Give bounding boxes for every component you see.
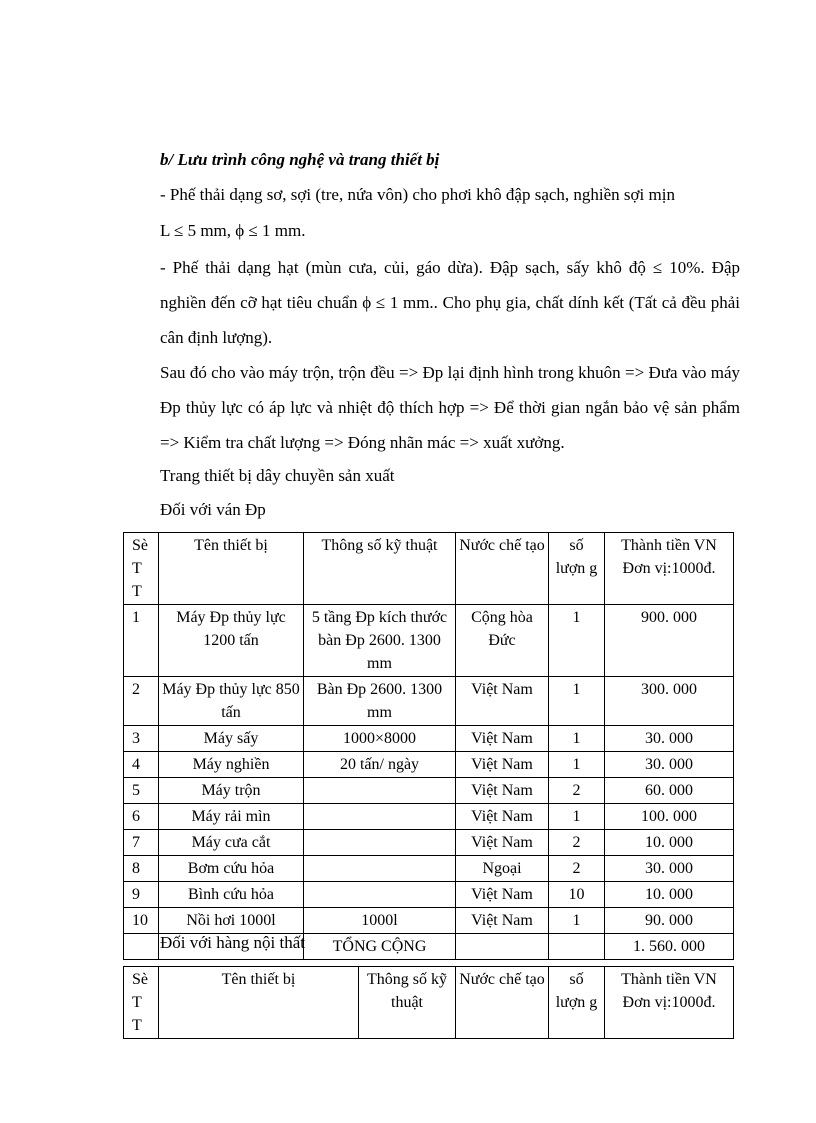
table-row: 8 Bơm cứu hỏa Ngoại 2 30. 000 xyxy=(124,856,734,882)
paragraph-1-line-2: L ≤ 5 mm, ϕ ≤ 1 mm. xyxy=(160,221,306,240)
table-row: 1 Máy Đp thủy lực 1200 tấn 5 tầng Đp kích thước bàn Đp 2600. 1300 mm Cộng hòa Đức 1 900. 000 xyxy=(124,605,734,677)
table-row: 3 Máy sấy 1000×8000 Việt Nam 1 30. 000 xyxy=(124,726,734,752)
header-name: Tên thiết bị xyxy=(159,533,304,605)
table-header-row xyxy=(124,533,734,605)
equipment-table-panels xyxy=(123,532,734,960)
header-qty: số lượn g xyxy=(549,967,605,1039)
header-qty: số lượn g xyxy=(549,533,605,605)
header-stt: Sè T T xyxy=(124,533,159,605)
total-amount: 1. 560. 000 xyxy=(605,934,734,960)
table-header-row xyxy=(124,967,734,1039)
header-spec: Thông số kỹ thuật xyxy=(359,967,456,1039)
table-row: 4 Máy nghiền 20 tấn/ ngày Việt Nam 1 30. 000 xyxy=(124,752,734,778)
table-row: 5 Máy trộn Việt Nam 2 60. 000 xyxy=(124,778,734,804)
table-row: 7 Máy cưa cắt Việt Nam 2 10. 000 xyxy=(124,830,734,856)
table-row: 10 Nồi hơi 1000l 1000l Việt Nam 1 90. 000 xyxy=(124,908,734,934)
table-row: 6 Máy rải mìn Việt Nam 1 100. 000 xyxy=(124,804,734,830)
header-stt: Sè T T xyxy=(124,967,159,1039)
paragraph-1-line-1: - Phế thải dạng sơ, sợi (tre, nứa vôn) cho phơi khô đập sạch, nghiền sợi mịn xyxy=(160,185,675,204)
header-origin: Nước chế tạo xyxy=(456,967,549,1039)
table-row: 9 Bình cứu hỏa Việt Nam 10 10. 000 xyxy=(124,882,734,908)
header-amount: Thành tiền VN Đơn vị:1000đ. xyxy=(605,967,734,1039)
table1-caption: Đối với ván Đp xyxy=(160,500,266,519)
section-heading: b/ Lưu trình công nghệ và trang thiết bị xyxy=(160,150,440,169)
paragraph-2: - Phế thải dạng hạt (mùn cưa, củi, gáo dừa). Đập sạch, sấy khô độ ≤ 10%. Đập nghiền đến cỡ hạt tiêu chuẩn ϕ ≤ 1 mm.. Cho phụ gia, chất dính kết (Tất cả đều phải cân định lượng). xyxy=(160,258,740,347)
header-spec: Thông số kỹ thuật xyxy=(304,533,456,605)
table-row: 2 Máy Đp thủy lực 850 tấn Bàn Đp 2600. 1300 mm Việt Nam 1 300. 000 xyxy=(124,677,734,726)
paragraph-3: Sau đó cho vào máy trộn, trộn đều => Đp lại định hình trong khuôn => Đưa vào máy Đp thủy lực có áp lực và nhiệt độ thích hợp => Để thời gian ngắn bảo vệ sản phẩm => Kiểm tra chất lượng => Đóng nhãn mác => xuất xưởng. xyxy=(160,363,740,452)
header-name: Tên thiết bị xyxy=(159,967,359,1039)
total-label: TỔNG CỘNG xyxy=(304,934,456,960)
paragraph-4: Trang thiết bị dây chuyền sản xuất xyxy=(160,466,395,485)
header-origin: Nước chế tạo xyxy=(456,533,549,605)
table2-caption: Đối với hàng nội thất xyxy=(160,933,305,952)
equipment-table-furniture xyxy=(123,966,734,1039)
header-amount: Thành tiền VN Đơn vị:1000đ. xyxy=(605,533,734,605)
